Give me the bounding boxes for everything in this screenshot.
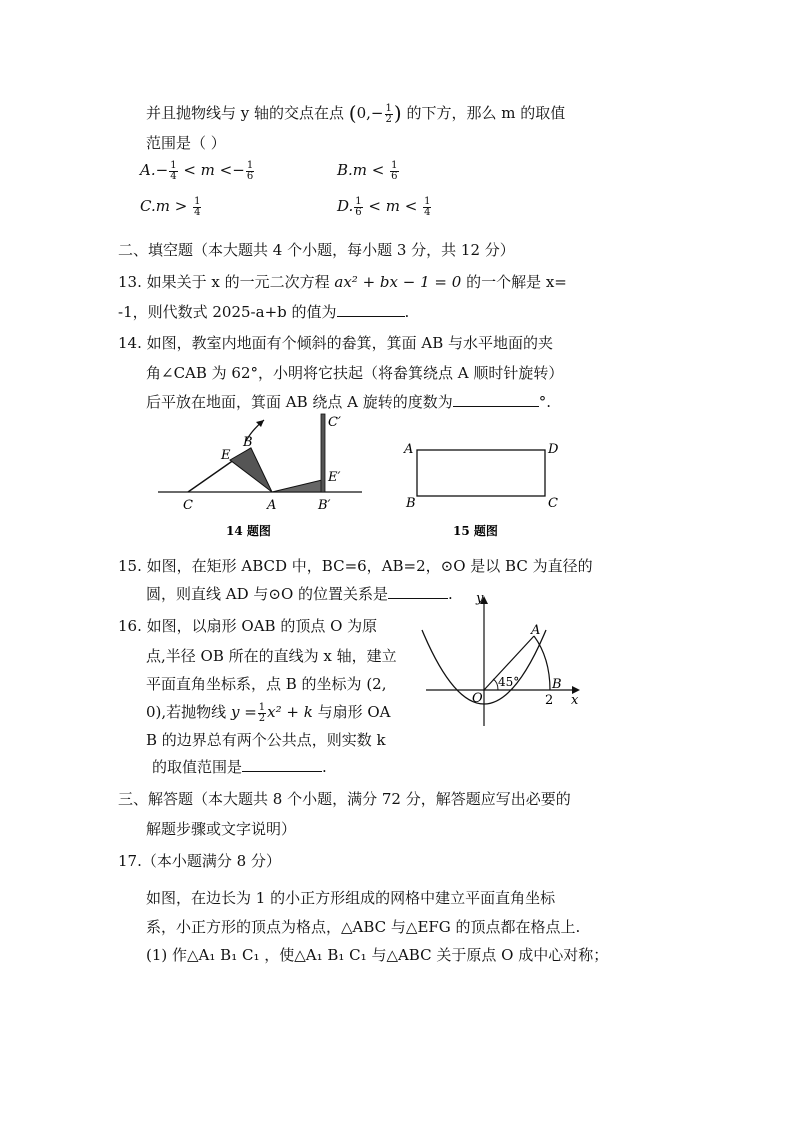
- svg-text:C: C: [183, 498, 193, 513]
- q12-text-a: 并且抛物线与 y 轴的交点在点: [146, 104, 345, 122]
- q14-line2: 角∠CAB 为 62°，小明将它扶起（将畚箕绕点 A 顺时针旋转）: [146, 364, 564, 382]
- q12-option-c[interactable]: C.m > $\frac{1}{4}$: [140, 195, 201, 218]
- q17-header: 17.（本小题满分 8 分）: [118, 852, 281, 870]
- svg-text:C: C: [548, 496, 558, 511]
- q12-text-b: 的下方，那么 m 的取值: [406, 104, 566, 122]
- section-2-heading: 二、填空题（本大题共 4 个小题，每小题 3 分，共 12 分）: [118, 241, 515, 259]
- q13-equation: ax² + bx − 1 = 0: [334, 273, 462, 291]
- rectangle-abcd: [417, 450, 545, 496]
- svg-text:B: B: [243, 435, 253, 450]
- figure-16: [418, 588, 590, 728]
- svg-text:A: A: [404, 442, 414, 457]
- figure-15: [398, 432, 573, 542]
- svg-text:O: O: [472, 691, 483, 706]
- q13-answer-blank[interactable]: [337, 302, 405, 317]
- svg-text:D: D: [548, 442, 559, 457]
- q12-option-a[interactable]: A.− $\frac{1}{4}$ < m <− $\frac{1}{6}$: [140, 159, 254, 182]
- arc-ab: [534, 636, 550, 690]
- q13-line1: 13. 如果关于 x 的一元二次方程 ax² + bx − 1 = 0 的一个解是 x=: [118, 273, 567, 291]
- figure-14-caption: 14 题图: [226, 524, 271, 538]
- q14-line3: 后平放在地面，箕面 AB 绕点 A 旋转的度数为 °.: [146, 393, 552, 411]
- q15-line2: 圆，则直线 AD 与⊙O 的位置关系是 .: [146, 585, 453, 603]
- figure-15-caption: 15 题图: [453, 524, 498, 538]
- shaded-dustpan-flat: [272, 480, 322, 492]
- svg-text:B′: B′: [318, 498, 331, 513]
- svg-text:B: B: [406, 496, 416, 511]
- svg-text:x: x: [571, 693, 579, 708]
- q17-line2: 系，小正方形的顶点为格点，△ABC 与△EFG 的顶点都在格点上.: [146, 918, 581, 936]
- svg-text:C′: C′: [328, 415, 341, 430]
- q16-line4: 0),若抛物线 y = $\frac{1}{2}$ x² + k 与扇形 OA: [146, 701, 391, 724]
- q12-point: 0,− $\frac{1}{2}$: [356, 102, 392, 125]
- figure-14: [150, 408, 370, 543]
- shaded-dustpan-tilted: [230, 448, 272, 492]
- svg-text:y: y: [476, 591, 484, 606]
- q12-option-d[interactable]: D. $\frac{1}{6}$ < m < $\frac{1}{4}$: [337, 195, 431, 218]
- q16-line3: 平面直角坐标系，点 B 的坐标为 (2,: [146, 675, 387, 693]
- q16-line2: 点,半径 OB 所在的直线为 x 轴，建立: [146, 647, 397, 665]
- svg-text:A: A: [531, 623, 541, 638]
- q16-line1: 16. 如图，以扇形 OAB 的顶点 O 为原: [118, 617, 378, 635]
- q16-line6: 的取值范围是 .: [152, 758, 327, 776]
- svg-text:E: E: [221, 448, 231, 463]
- q14-answer-blank[interactable]: [453, 392, 539, 407]
- q17-line1: 如图，在边长为 1 的小正方形组成的网格中建立平面直角坐标: [146, 889, 556, 907]
- section-3-heading: 三、解答题（本大题共 8 个小题，满分 72 分，解答题应写出必要的: [118, 790, 571, 808]
- q12-option-b[interactable]: B.m < $\frac{1}{6}$: [337, 159, 398, 182]
- svg-text:45°: 45°: [498, 675, 520, 689]
- svg-text:B: B: [552, 677, 562, 692]
- q14-line1: 14. 如图，教室内地面有个倾斜的畚箕，箕面 AB 与水平地面的夹: [118, 334, 554, 352]
- svg-text:A: A: [267, 498, 277, 513]
- q17-line3: (1) 作△A₁ B₁ C₁ ，使△A₁ B₁ C₁ 与△ABC 关于原点 O 成中心对称；: [146, 946, 609, 964]
- vertical-handle: [321, 414, 325, 492]
- q12-line1: 并且抛物线与 y 轴的交点在点 (0,− $\frac{1}{2}$ ) 的下方，那么 m 的取值: [146, 101, 566, 125]
- q16-line5: B 的边界总有两个公共点，则实数 k: [146, 731, 386, 749]
- svg-text:E′: E′: [328, 470, 341, 485]
- q13-line2: -1，则代数式 2025-a+b 的值为 .: [118, 303, 410, 321]
- svg-text:2: 2: [545, 693, 554, 708]
- q16-answer-blank[interactable]: [242, 757, 322, 772]
- section-3-subheading: 解题步骤或文字说明）: [146, 820, 297, 838]
- q15-line1: 15. 如图，在矩形 ABCD 中，BC=6，AB=2，⊙O 是以 BC 为直径的: [118, 557, 593, 575]
- q12-line2: 范围是（ ）: [146, 134, 226, 152]
